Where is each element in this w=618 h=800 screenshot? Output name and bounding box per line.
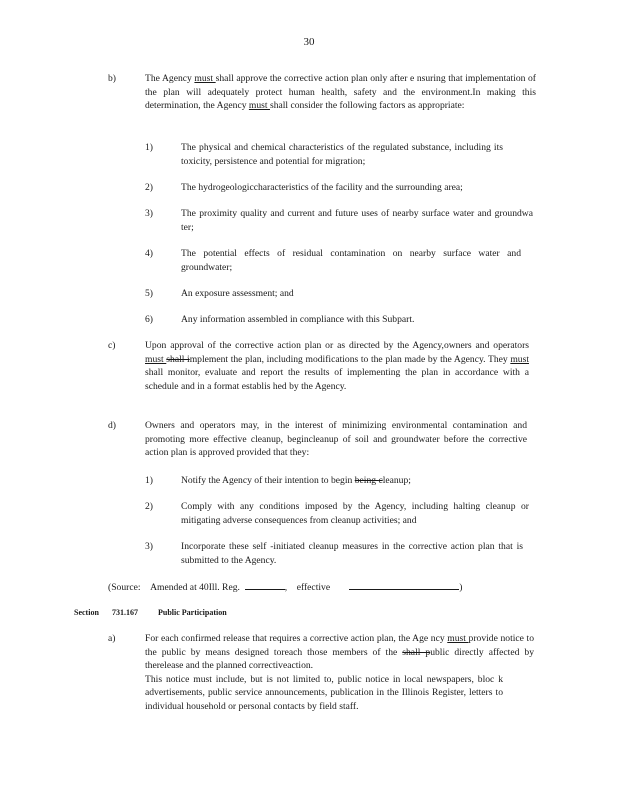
- source-note: (Source: Amended at 40Ill. Reg. , effective ): [108, 582, 463, 593]
- list-item-text: Any information assembled in compliance with this Subpart.: [181, 314, 415, 325]
- list-item-number: 1): [145, 142, 153, 153]
- deleted-shall: shall i: [166, 353, 190, 365]
- inserted-must: must: [447, 633, 469, 644]
- page-number: 30: [303, 36, 315, 48]
- list-item-text: The proximity quality and current and future uses of nearby surface water and groundwa ter;: [181, 208, 533, 233]
- inserted-must: must: [194, 73, 216, 84]
- list-item-number: 2): [145, 501, 153, 512]
- paragraph-a-text: For each confirmed release that requires a corrective action plan, the Age ncy must provide notice to the public by means designed toreach those members of the shall public directly affected by therelease and the planned correctiveaction. This notice must include, but is not limited to, public notice in local newspapers, bloc k advertisements, public service announcements, publication in the Illinois Register, letters to individual household or personal contacts by field staff.: [145, 633, 534, 712]
- deleted-shall: shall p: [402, 646, 431, 658]
- list-item-number: 3): [145, 208, 153, 219]
- list-item-number: 6): [145, 314, 153, 325]
- list-item-text: An exposure assessment; and: [181, 288, 294, 299]
- volume-blank: [245, 580, 285, 590]
- section-label: Section: [74, 608, 99, 617]
- section-number: 731.167: [112, 608, 138, 617]
- inserted-must: must: [510, 353, 529, 365]
- paragraph-d-marker: d): [108, 420, 116, 431]
- paragraph-b-text: The Agency must shall approve the corrective action plan only after e nsuring that implementation of the plan will adequately protect human health, safety and the environment.In making this determination, the Agency must shall consider the following factors as appropriate:: [145, 73, 536, 112]
- list-item-number: 1): [145, 475, 153, 486]
- list-item-text: Incorporate these self -initiated cleanup measures in the corrective action plan that is submitted to the Agency.: [181, 541, 523, 566]
- paragraph-d-text: Owners and operators may, in the interest of minimizing environmental contamination and promoting more effective cleanup, begincleanup of soil and groundwater before the corrective action plan is approved provided that they:: [145, 420, 527, 459]
- inserted-must: must: [145, 353, 167, 365]
- deleted-being: being: [354, 475, 379, 486]
- list-item-text: The physical and chemical characteristics of the regulated substance, including its toxicity, persistence and potential for migration;: [181, 142, 503, 167]
- list-item-number: 3): [145, 541, 153, 552]
- paragraph-c-text: Upon approval of the corrective action plan or as directed by the Agency,owners and operators must shall implement the plan, including modifications to the plan made by the Agency. They must shall monitor, evaluate and report the results of implementing the plan in accordance with a schedule and in a format establis hed by the Agency.: [145, 340, 529, 392]
- list-item-text: Comply with any conditions imposed by the Agency, including halting cleanup or mitigating adverse consequences from cleanup activities; and: [181, 501, 529, 526]
- list-item-text: The hydrogeologiccharacteristics of the facility and the surrounding area;: [181, 182, 463, 193]
- section-title: Public Participation: [158, 608, 227, 617]
- list-item-text: The potential effects of residual contamination on nearby surface water and groundwater;: [181, 248, 521, 273]
- list-item-text: Notify the Agency of their intention to begin being cleanup;: [181, 475, 411, 486]
- list-item-number: 4): [145, 248, 153, 259]
- list-item-number: 2): [145, 182, 153, 193]
- paragraph-a-marker: a): [108, 633, 116, 644]
- paragraph-c-marker: c): [108, 340, 116, 351]
- date-blank: [349, 580, 459, 590]
- paragraph-b-marker: b): [108, 73, 116, 84]
- inserted-must: must: [248, 100, 270, 112]
- list-item-number: 5): [145, 288, 153, 299]
